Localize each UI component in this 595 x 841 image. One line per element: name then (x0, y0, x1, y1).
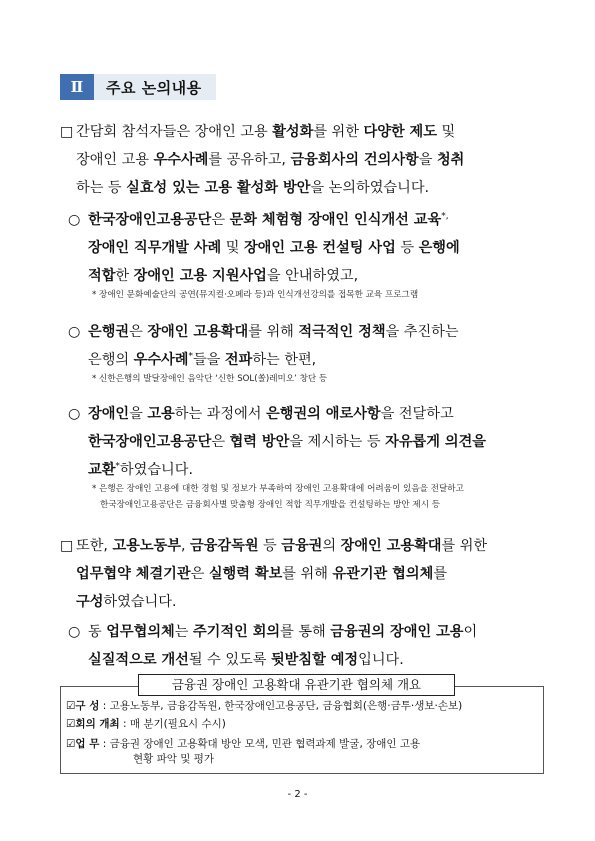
footnote: * 은행은 장애인 고용에 대한 경험 및 정보가 부족하여 장애인 고용확대에 어려움이 있음을 전달하고 (92, 484, 464, 494)
check-icon: ☑ (66, 738, 76, 750)
page-number: - 2 - (287, 789, 308, 800)
footnote: * 신한은행의 발달장애인 음악단 ‘신한 SOL(쏠)레미오’ 창단 등 (92, 374, 328, 384)
item-regular-meeting: ○ 동 업무협의체는 주기적인 회의를 통해 금융권의 장애인 고용이 실질적으로 개선될 수 있도록 뒷받침할 예정입니다. (68, 624, 478, 668)
footnote: 한국장애인고용공단은 금융회사별 맞춤형 장애인 적합 직무개발을 컨설팅하는 방안 제시 등 (100, 500, 441, 510)
item-banks: ○ 은행권은 장애인 고용확대를 위해 적극적인 정책을 추진하는 은행의 우수사례*들을 전파하는 한편, (68, 324, 459, 368)
section-title: 주요 논의내용 (94, 74, 216, 100)
summary-row-composition: ☑구 성 : 고용노동부, 금융감독원, 한국장애인고용공단, 금융협회(은행·금투·생보·손보) (66, 700, 463, 712)
item-employment-agency: ○ 한국장애인고용공단은 문화 체험형 장애인 인식개선 교육*, 장애인 직무개발 사례 및 장애인 고용 컨설팅 사업 등 은행에 적합한 장애인 고용 지원사업을 안내하였고, (68, 211, 460, 284)
section-number: Ⅱ (60, 74, 94, 100)
item-discussion: □ 간담회 참석자들은 장애인 고용 활성화를 위한 다양한 제도 및 장애인 고용 우수사례를 공유하고, 금융회사의 건의사항을 청취 하는 등 실효성 있는 고용 활성화 방안을 논의하였습니다. (60, 124, 465, 196)
check-icon: ☑ (66, 700, 76, 712)
item-council: □ 또한, 고용노동부, 금융감독원 등 금융권의 장애인 고용확대를 위한 업무협약 체결기관은 실행력 확보를 위해 유관기관 협의체를 구성하였습니다. (60, 538, 488, 610)
summary-box-title: 금융권 장애인 고용확대 유관기관 협의체 개요 (138, 674, 455, 696)
section-heading (60, 74, 216, 100)
summary-row-meeting: ☑회의 개최 : 매 분기(필요시 수시) (66, 718, 226, 730)
item-exchange: ○ 장애인을 고용하는 과정에서 은행권의 애로사항을 전달하고 한국장애인고용공단은 협력 방안을 제시하는 등 자유롭게 의견을 교환*하였습니다. (68, 406, 486, 478)
check-icon: ☑ (66, 718, 76, 730)
summary-row-duties-cont: 현황 파악 및 평가 (133, 753, 215, 765)
footnote: * 장애인 문화예술단의 공연(뮤지컬·오페라 등)과 인식개선강의를 접목한 교육 프로그램 (92, 290, 419, 300)
summary-row-duties: ☑업 무 : 금융권 장애인 고용확대 방안 모색, 민관 협력과제 발굴, 장애인 고용 (66, 738, 421, 750)
